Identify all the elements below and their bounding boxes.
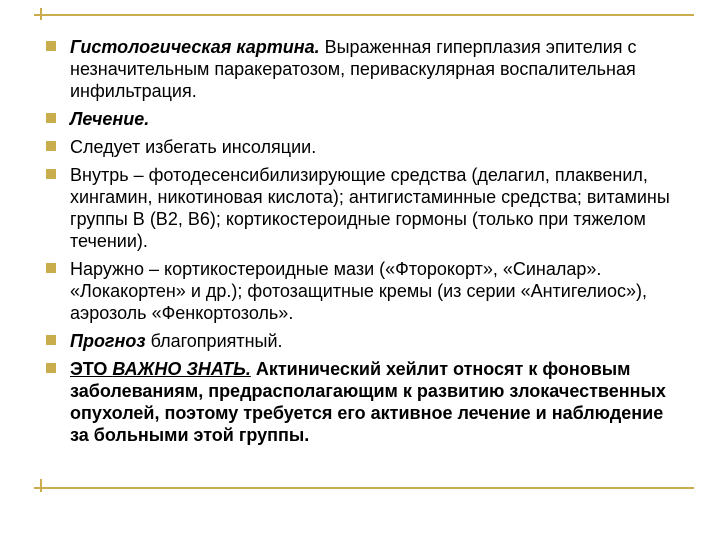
square-bullet-icon (46, 363, 56, 373)
internal-text: Внутрь – фотодесенсибилизирующие средства (делагил, плаквенил, хингамин, никотиновая кислота); антигистаминные средства; витамины группы В (В2, В6); кортикостероидные гормоны (только при тяжелом течении). (70, 165, 670, 251)
treatment-label: Лечение. (70, 109, 150, 129)
slide-content (44, 36, 684, 452)
important-text: Актинический хейлит относят к фоновым заболеваниям, предрасполагающим к развитию злокачественных опухолей, поэтому требуется его активное лечение и наблюдение за больными этой группы. (70, 359, 666, 445)
bottom-rule (34, 487, 694, 489)
square-bullet-icon (46, 335, 56, 345)
prognosis-text: благоприятный. (145, 331, 283, 351)
top-rule (34, 14, 694, 16)
prognosis-label: Прогноз (70, 331, 146, 351)
list-item-internal (44, 164, 684, 252)
list-item-external (44, 258, 684, 324)
list-item-treatment (44, 108, 684, 130)
external-text: Наружно – кортикостероидные мази («Фторокорт», «Синалар». «Локакортен» и др.); фотозащитные кремы (из серии «Антигелиос»), аэрозоль «Фенкортозоль». (70, 259, 647, 323)
list-item-insolation (44, 136, 684, 158)
important-label: ВАЖНО ЗНАТЬ. (112, 359, 251, 379)
list-item-important (44, 358, 684, 446)
histology-text: Выраженная гиперплазия эпителия с незначительным паракератозом, периваскулярная воспалительная инфильтрация. (70, 37, 637, 101)
top-rule-tick (40, 8, 42, 20)
square-bullet-icon (46, 141, 56, 151)
histology-label: Гистологическая картина. (70, 37, 320, 57)
list-item-prognosis (44, 330, 684, 352)
bottom-rule-tick (40, 479, 42, 492)
square-bullet-icon (46, 169, 56, 179)
list-item-histology (44, 36, 684, 102)
insolation-text: Следует избегать инсоляции. (70, 137, 317, 157)
square-bullet-icon (46, 263, 56, 273)
square-bullet-icon (46, 41, 56, 51)
square-bullet-icon (46, 113, 56, 123)
important-prefix: ЭТО (70, 359, 113, 379)
